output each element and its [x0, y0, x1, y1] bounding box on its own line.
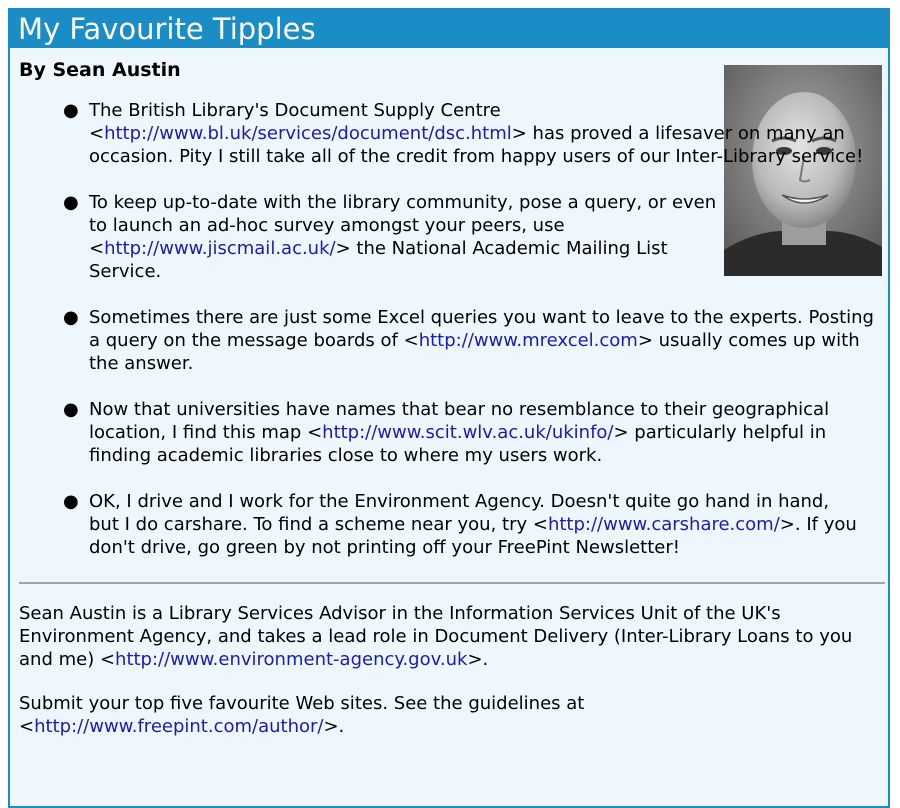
- list-item: ● Now that universities have names that bear no resemblance to their geographical location, I find this map <http://www.scit.wlv.ac.uk/ukinfo/> particularly helpful in finding academic libraries close to where my users work.: [63, 399, 830, 466]
- bullet-icon: ●: [63, 491, 79, 512]
- section-divider: [19, 582, 885, 584]
- link-mrexcel[interactable]: http://www.mrexcel.com: [418, 330, 638, 351]
- submit-call-to-action: Submit your top five favourite Web sites. See the guidelines at <http://www.freepint.com/author/>.: [19, 693, 585, 737]
- list-item: ● The British Library's Document Supply Centre <http://www.bl.uk/services/document/dsc.html> has proved a lifesaver on many an occasion. Pity I still take all of the credit from happy users of our Inter-Library service!: [63, 100, 864, 167]
- article-title: My Favourite Tipples: [10, 10, 888, 48]
- link-freepint-author[interactable]: http://www.freepint.com/author/: [34, 716, 324, 737]
- author-bio: Sean Austin is a Library Services Advisor in the Information Services Unit of the UK's Environment Agency, and takes a lead role in Document Delivery (Inter-Library Loans to you and me) <http://www.environment-agency.gov.uk>.: [19, 603, 853, 670]
- list-item: ● Sometimes there are just some Excel queries you want to leave to the experts. Posting a query on the message boards of <http://www.mrexcel.com> usually comes up with the answer.: [63, 307, 874, 374]
- article-panel: [8, 8, 890, 808]
- author-byline: By Sean Austin: [19, 59, 181, 81]
- bullet-icon: ●: [63, 192, 79, 213]
- bullet-icon: ●: [63, 100, 79, 121]
- link-jiscmail[interactable]: http://www.jiscmail.ac.uk/: [104, 238, 336, 259]
- article-content: [10, 57, 888, 738]
- link-environment-agency[interactable]: http://www.environment-agency.gov.uk: [115, 649, 468, 670]
- link-bl-dsc[interactable]: http://www.bl.uk/services/document/dsc.html: [104, 123, 512, 144]
- list-item: ● To keep up-to-date with the library community, pose a query, or even to launch an ad-hoc survey amongst your peers, use <http://www.jiscmail.ac.uk/> the National Academic Mailing List Service.: [63, 192, 717, 282]
- list-item: ● OK, I drive and I work for the Environment Agency. Doesn't quite go hand in hand, but I do carshare. To find a scheme near you, try <http://www.carshare.com/>. If you don't drive, go green by not printing off your FreePint Newsletter!: [63, 491, 857, 558]
- author-photo: [724, 65, 882, 276]
- link-ukinfo-map[interactable]: http://www.scit.wlv.ac.uk/ukinfo/: [322, 422, 614, 443]
- bullet-icon: ●: [63, 307, 79, 328]
- bullet-icon: ●: [63, 399, 79, 420]
- portrait-photo-icon: [724, 65, 882, 276]
- link-carshare[interactable]: http://www.carshare.com/: [547, 514, 780, 535]
